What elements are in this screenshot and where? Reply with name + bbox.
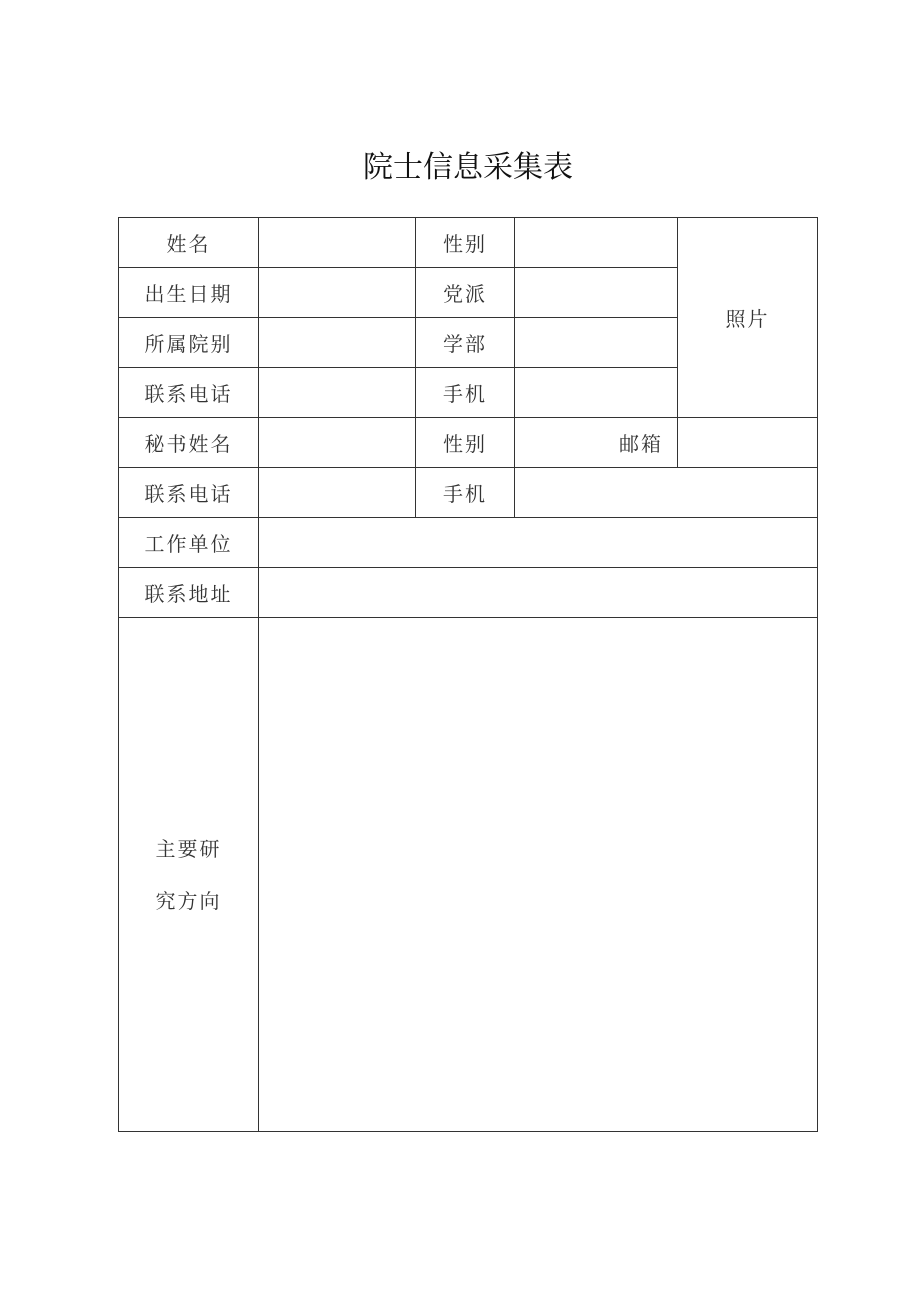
table-row [119, 468, 818, 518]
gender-label: 性别 [416, 218, 515, 268]
table-row [119, 618, 818, 1132]
birth-date-field[interactable] [259, 268, 416, 318]
address-label: 联系地址 [119, 568, 259, 618]
page-title: 院士信息采集表 [363, 150, 573, 185]
info-table [118, 217, 818, 1132]
secretary-mobile-label: 手机 [416, 468, 515, 518]
name-field[interactable] [259, 218, 416, 268]
address-field[interactable] [259, 568, 818, 618]
secretary-gender-label: 性别 [416, 418, 515, 468]
secretary-phone-label: 联系电话 [119, 468, 259, 518]
mobile-field[interactable] [515, 368, 678, 418]
division-field[interactable] [515, 318, 678, 368]
secretary-name-field[interactable] [259, 418, 416, 468]
division-label: 学部 [416, 318, 515, 368]
name-label: 姓名 [119, 218, 259, 268]
mobile-label: 手机 [416, 368, 515, 418]
gender-field[interactable] [515, 218, 678, 268]
birth-date-label: 出生日期 [119, 268, 259, 318]
secretary-phone-field[interactable] [259, 468, 416, 518]
email-label: 邮箱 [515, 418, 678, 468]
table-row [119, 218, 818, 268]
academy-label: 所属院别 [119, 318, 259, 368]
work-unit-field[interactable] [259, 518, 818, 568]
secretary-name-label: 秘书姓名 [119, 418, 259, 468]
secretary-mobile-field[interactable] [515, 468, 818, 518]
phone-field[interactable] [259, 368, 416, 418]
table-row [119, 418, 818, 468]
info-form [118, 217, 818, 1132]
party-label: 党派 [416, 268, 515, 318]
email-field[interactable] [678, 418, 818, 468]
photo-box[interactable]: 照片 [678, 218, 818, 418]
work-unit-label: 工作单位 [119, 518, 259, 568]
table-row [119, 568, 818, 618]
research-direction-line-2: 究方向 [155, 888, 222, 913]
academy-field[interactable] [259, 318, 416, 368]
party-field[interactable] [515, 268, 678, 318]
research-direction-label [119, 618, 259, 1132]
research-direction-line-1: 主要研 [155, 836, 222, 861]
phone-label: 联系电话 [119, 368, 259, 418]
table-row [119, 518, 818, 568]
research-direction-field[interactable] [259, 618, 818, 1132]
